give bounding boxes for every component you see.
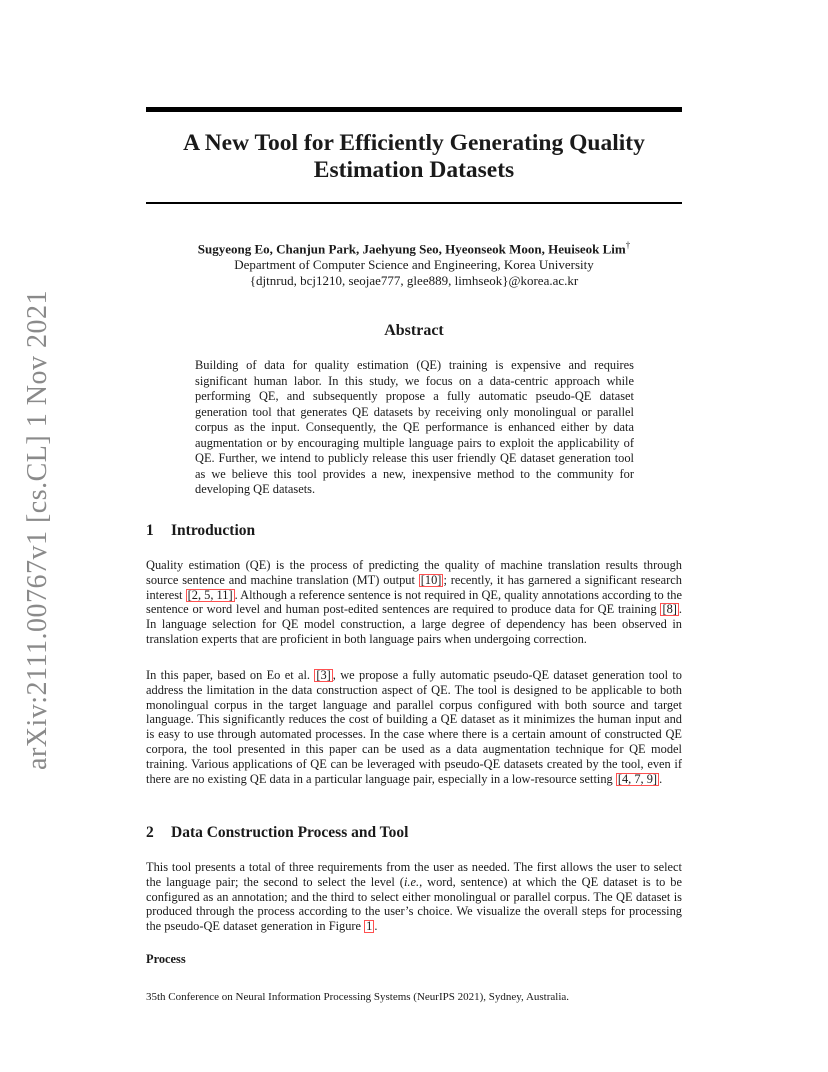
data-paragraph-1: [146, 860, 682, 934]
citation-link[interactable]: [8]: [662, 602, 677, 617]
text-run: ; recently, it has garnered a significant research interest: [146, 572, 682, 602]
citation-link[interactable]: [10]: [420, 572, 442, 587]
title-line-1: A New Tool for Efficiently Generating Quality: [183, 130, 645, 156]
text-run: In this paper, based on Eo et al.: [146, 668, 315, 682]
text-run: .: [374, 919, 378, 934]
section-heading-introduction: [146, 522, 255, 540]
dagger-mark: †: [625, 240, 631, 250]
citation-link[interactable]: [2, 5, 11]: [187, 587, 233, 602]
abstract-heading: Abstract: [384, 322, 444, 339]
text-run: i.e.,: [403, 874, 423, 889]
section-title: Introduction: [171, 522, 256, 539]
author-emails: {djtnrud, bcj1210, seojae777, glee889, limhseok}@korea.ac.kr: [249, 273, 579, 289]
intro-paragraph-1: [146, 558, 682, 647]
figure-link[interactable]: 1: [366, 919, 373, 934]
affiliation: Department of Computer Science and Engineering, Korea University: [234, 257, 594, 273]
intro-paragraph-2: [146, 668, 682, 786]
title-bottom-rule: [146, 202, 682, 204]
section-title: Data Construction Process and Tool: [171, 824, 409, 841]
abstract-text: Building of data for quality estimation (QE) training is expensive and requires significant human labor. In this study, we focus on a data-centric approach while performing QE, and subsequently propose a fully automatic pseudo-QE dataset generation tool that generates QE datasets by receiving only monolingual or parallel corpus as the input. Consequently, the QE performance is enhanced either by data augmentation or by encouraging multiple language pairs to exploit the applicability of QE. Further, we intend to publicly release this user friendly QE dataset generation tool as we believe this tool provides a new, inexpensive method to the community for developing QE datasets.: [195, 358, 634, 496]
citation-link[interactable]: [3]: [316, 668, 331, 682]
citation-link[interactable]: [4, 7, 9]: [617, 771, 658, 786]
author-names: Sugyeong Eo, Chanjun Park, Jaehyung Seo, Hyeonseok Moon, Heuiseok Lim: [197, 241, 626, 257]
text-run: . In language selection for QE model construction, a large degree of dependency has been observed in translation experts that are proficient in both language pairs when undergoing correction.: [146, 602, 682, 646]
text-run: .: [659, 771, 663, 786]
title-line-2: Estimation Datasets: [313, 157, 515, 183]
author-block: [146, 237, 682, 289]
text-run: Quality estimation (QE) is the process of predicting the quality of machine translation results through source sentence and machine translation (MT) output: [146, 558, 682, 587]
text-run: . Although a reference sentence is not required in QE, quality annotations according to the sentence or word level and human post-edited sentences are required to produce data for QE training: [146, 587, 682, 617]
arxiv-identifier: [16, 290, 60, 770]
text-run: This tool presents a total of three requirements from the user as needed. The first allows the user to select the language pair; the second to select the level (: [146, 860, 682, 889]
arxiv-identifier-text: arXiv:2111.00767v1 [cs.CL] 1 Nov 2021: [22, 290, 53, 770]
paper-title: [146, 130, 682, 184]
text-run: , we propose a fully automatic pseudo-QE dataset generation tool to address the limitation in the data construction aspect of QE. The tool is designed to be applicable to both monolingual corpus in the target language and parallel corpus configured with both source and target language. This significantly reduces the cost of building a QE dataset as it minimizes the human input and is easy to use through automated processes. In the case where there is a certain amount of constructed QE corpora, the tool presented in this paper can be used as a data augmentation technique for QE model training. Various applications of QE can be leveraged with pseudo-QE datasets created by the tool, even if there are no existing QE data in a particular language pair, especially in a low-resource setting: [146, 668, 682, 786]
subheading-process: Process: [146, 952, 186, 966]
section-number: 2: [146, 824, 154, 841]
section-number: 1: [146, 522, 154, 539]
title-top-rule: [146, 107, 682, 112]
conference-footer: 35th Conference on Neural Information Processing Systems (NeurIPS 2021), Sydney, Australia.: [146, 991, 570, 1003]
text-run: word, sentence) at which the QE dataset is to be configured as an annotation; and the third to select either monolingual or parallel corpus. The QE dataset is produced through the process according to the user’s choice. We visualize the overall steps for processing the pseudo-QE dataset generation in Figure: [146, 874, 682, 934]
section-heading-data-construction: [146, 824, 408, 842]
